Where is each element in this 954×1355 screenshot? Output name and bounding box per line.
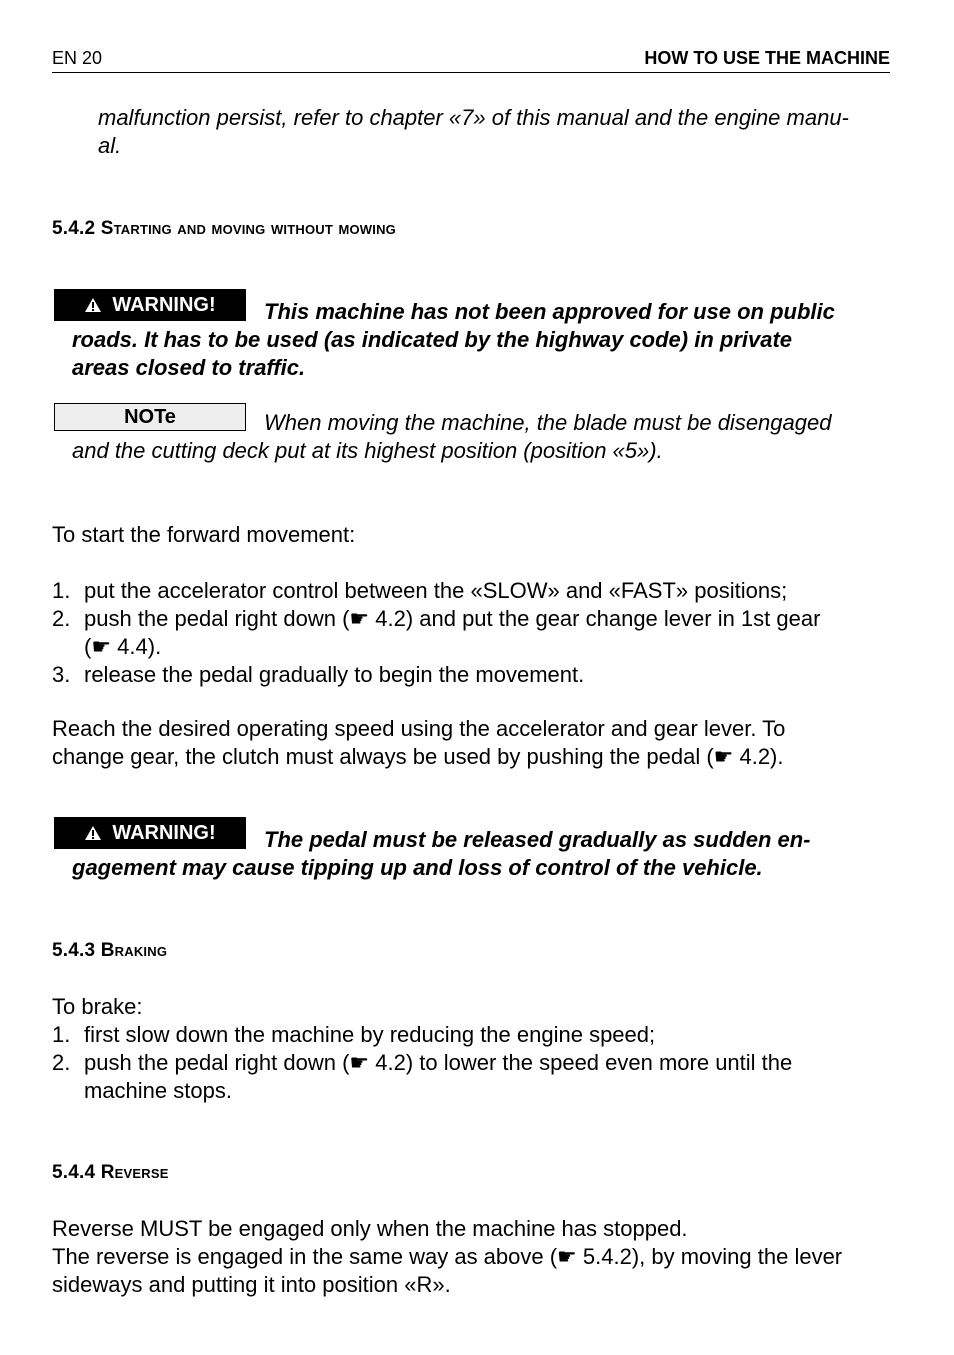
step-text: release the pedal gradually to begin the movement.	[84, 662, 585, 687]
start-steps-list	[52, 577, 890, 689]
warning-1-line-3: areas closed to traffic.	[72, 355, 306, 380]
list-item	[52, 1021, 890, 1049]
page-header	[52, 46, 890, 73]
warning-1-line-2: roads. It has to be used (as indicated by the highway code) in private	[72, 327, 793, 352]
list-item	[52, 605, 890, 661]
reverse-line-2: The reverse is engaged in the same way as above (☛ 5.4.2), by moving the lever	[52, 1244, 843, 1269]
reach-line-1: Reach the desired operating speed using the accelerator and gear lever. To	[52, 716, 786, 741]
step-number: 1.	[52, 1022, 71, 1047]
section-heading-5-4-2: 5.4.2 Starting and moving without mowing	[52, 218, 396, 239]
warning-badge-label: WARNING!	[112, 821, 216, 844]
section-heading-5-4-3: 5.4.3 Braking	[52, 940, 168, 961]
step-text: push the pedal right down (☛ 4.2) and put the gear change lever in 1st gear	[84, 606, 821, 631]
step-text: first slow down the machine by reducing the engine speed;	[84, 1022, 656, 1047]
warning-2-line-1: The pedal must be released gradually as sudden en-	[264, 827, 811, 852]
list-item	[52, 577, 890, 605]
warning-text-2	[72, 826, 872, 882]
reach-speed-paragraph	[52, 715, 890, 771]
start-intro: To start the forward movement:	[52, 522, 356, 547]
warning-badge-label: WARNING!	[112, 293, 216, 316]
step-text-continued: (☛ 4.4).	[84, 634, 162, 659]
warning-2-line-2: gagement may cause tipping up and loss of control of the vehicle.	[72, 855, 763, 880]
step-number: 2.	[52, 1050, 71, 1075]
warning-1-line-1: This machine has not been approved for use on public	[264, 299, 835, 324]
step-text-continued: machine stops.	[84, 1078, 232, 1103]
intro-line-1: malfunction persist, refer to chapter «7» of this manual and the engine manu-	[98, 105, 849, 130]
reach-line-2: change gear, the clutch must always be used by pushing the pedal (☛ 4.2).	[52, 744, 784, 769]
note-badge-label: NOTe	[124, 405, 176, 428]
chapter-title: HOW TO USE THE MACHINE	[644, 48, 890, 68]
reverse-paragraph	[52, 1215, 890, 1299]
list-item	[52, 1049, 890, 1105]
note-text	[72, 409, 872, 465]
step-text: push the pedal right down (☛ 4.2) to lower the speed even more until the	[84, 1050, 793, 1075]
section-heading-5-4-4: 5.4.4 Reverse	[52, 1162, 169, 1183]
step-text: put the accelerator control between the «SLOW» and «FAST» positions;	[84, 578, 788, 603]
warning-text-1	[72, 298, 872, 382]
note-line-2: and the cutting deck put at its highest position (position «5»).	[72, 438, 663, 463]
note-line-1: When moving the machine, the blade must be disengaged	[264, 410, 832, 435]
list-item	[52, 661, 890, 689]
reverse-line-1: Reverse MUST be engaged only when the machine has stopped.	[52, 1216, 688, 1241]
step-number: 2.	[52, 606, 71, 631]
page-number: EN 20	[52, 48, 103, 68]
manual-page	[52, 0, 890, 1355]
reverse-line-3: sideways and putting it into position «R».	[52, 1272, 451, 1297]
intro-line-2: al.	[98, 133, 122, 158]
brake-steps-list	[52, 1021, 890, 1105]
brake-intro: To brake:	[52, 994, 143, 1019]
step-number: 3.	[52, 662, 71, 687]
intro-paragraph	[52, 104, 890, 160]
step-number: 1.	[52, 578, 71, 603]
